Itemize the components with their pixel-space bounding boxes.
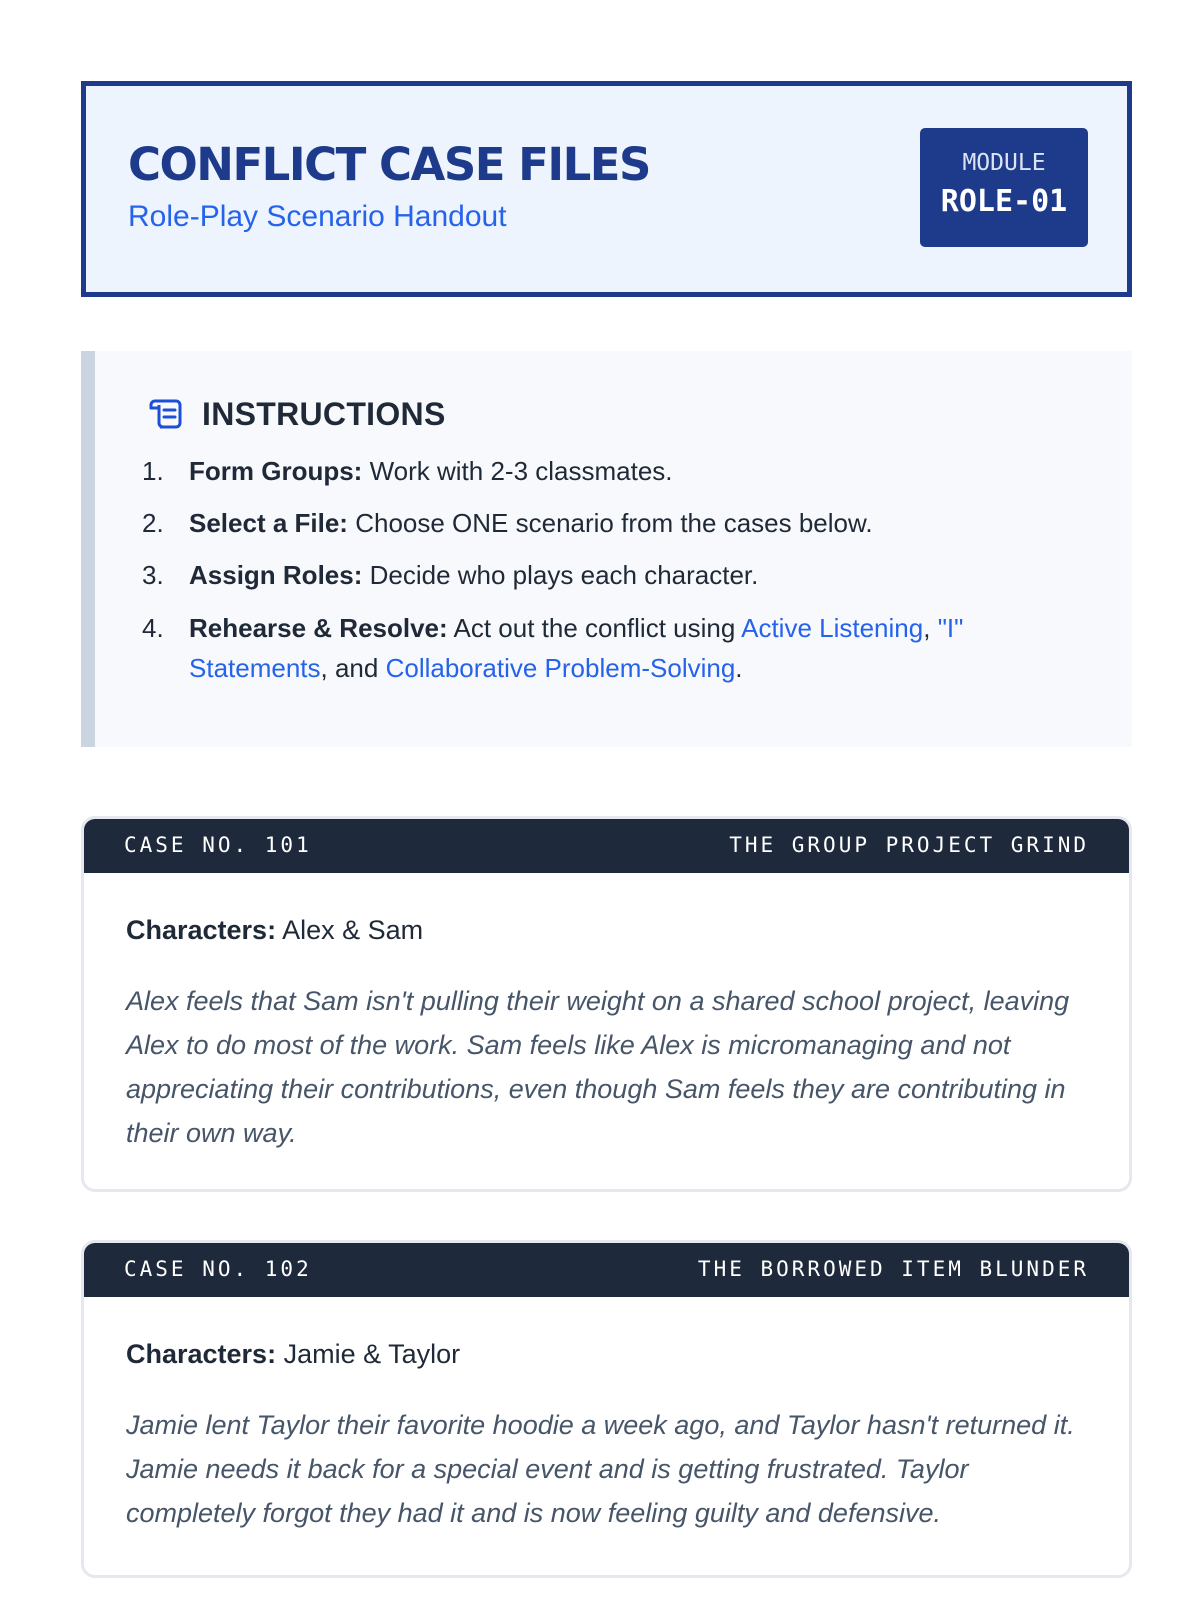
module-badge [920,128,1088,247]
skill-i-statements: "I" Statements [189,613,964,683]
item-text: Act out the conflict using [453,613,736,643]
header-panel [81,81,1132,297]
characters-value: Jamie & Taylor [283,1339,461,1369]
case-characters [126,915,423,946]
item-text: Choose ONE scenario from the cases below. [355,508,873,538]
case-description: Alex feels that Sam isn't pulling their weight on a shared school project, leaving Alex to do most of the work. Sam feels like Alex is micromanaging and not appreciating their contributions, even though Sam feels they are contributing in their own way. [126,986,1070,1148]
case-description: Jamie lent Taylor their favorite hoodie a week ago, and Taylor hasn't returned it. Jamie needs it back for a special event and is getting frustrated. Taylor completely forgot they had it and is now feeling guilty and defensive. [126,1410,1075,1528]
item-label: Assign Roles: [189,560,363,590]
case-characters [126,1339,460,1370]
characters-label: Characters: [126,915,277,945]
case-name: THE BORROWED ITEM BLUNDER [697,1257,1089,1281]
instruction-item [142,451,1082,491]
item-number: 3. [142,560,164,590]
item-text: Work with 2-3 classmates. [369,456,673,486]
instructions-panel [81,351,1132,747]
item-label: Rehearse & Resolve: [189,613,448,643]
case-number: CASE NO. 102 [124,1257,312,1281]
case-card [81,1240,1132,1578]
page-title: CONFLICT CASE FILES [128,138,650,191]
scroll-icon [149,396,185,432]
item-text: Decide who plays each character. [369,560,759,590]
skill-active-listening: Active Listening [741,613,924,643]
item-number: 4. [142,613,164,643]
item-number: 2. [142,508,164,538]
case-header-bar [84,1243,1129,1297]
instruction-item [142,503,1082,543]
case-number: CASE NO. 101 [124,833,312,857]
item-label: Form Groups: [189,456,363,486]
instruction-item [142,608,1082,688]
module-label: MODULE [962,150,1046,176]
case-name: THE GROUP PROJECT GRIND [729,833,1089,857]
separator: , [923,613,931,643]
separator: , and [320,653,379,683]
characters-value: Alex & Sam [282,915,424,945]
skill-collaborative-problem-solving: Collaborative Problem-Solving [385,653,736,683]
terminator: . [735,653,743,683]
instructions-title: INSTRUCTIONS [202,396,446,432]
case-card [81,816,1132,1192]
item-number: 1. [142,456,164,486]
characters-label: Characters: [126,1339,277,1369]
item-label: Select a File: [189,508,348,538]
module-code: ROLE-01 [940,184,1068,219]
page-subtitle: Role-Play Scenario Handout [128,200,507,233]
case-header-bar [84,819,1129,873]
instruction-item [142,555,1082,595]
